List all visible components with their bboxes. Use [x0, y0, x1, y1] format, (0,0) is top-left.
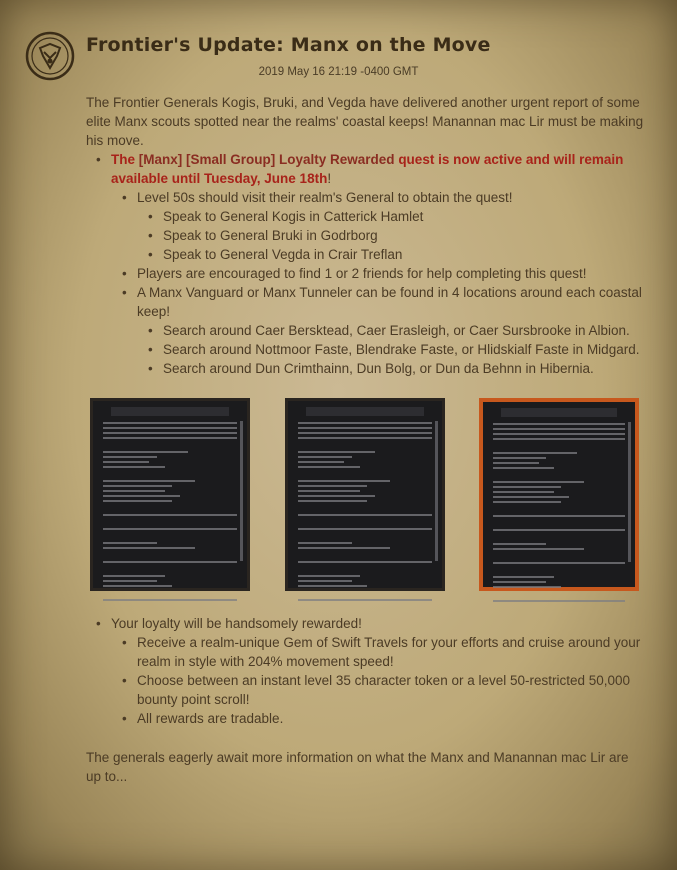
rewards-section: [86, 614, 646, 728]
intro-paragraph: The Frontier Generals Kogis, Bruki, and Vegda have delivered another urgent report of some elite Manx scouts spotted near the realms' coastal keeps! Manannan mac Lir must be making his move.: [86, 95, 644, 148]
list-item: • Your loyalty will be handsomely rewarded! • Receive a realm-unique Gem of Swift Travels for your efforts and cruise around your realm in style with 204% movement speed! • Choose between an instant level 35 character token or a level 50-restricted 50,000 bounty point scroll! • All rewards are tradable.: [86, 614, 646, 728]
list-item: • Level 50s should visit their realm's General to obtain the quest! • Speak to General Kogis in Catterick Hamlet • Speak to General Bruki in Godrborg • Speak to General Vegda in Crair Treflan: [111, 188, 646, 264]
list-item: • All rewards are tradable.: [122, 711, 284, 726]
list-item: • Speak to General Bruki in Godrborg: [148, 228, 378, 243]
list-item: • Search around Caer Bersktead, Caer Erasleigh, or Caer Sursbrooke in Albion.: [148, 323, 630, 338]
list-item: • Receive a realm-unique Gem of Swift Travels for your efforts and cruise around your realm in style with 204% movement speed!: [122, 635, 641, 669]
list-item: • A Manx Vanguard or Manx Tunneler can be found in 4 locations around each coastal keep! • Search around Caer Bersktead, Caer Erasleigh, or Caer Sursbrooke in Albion. • Search around Nottmoor Faste, Blendrake Faste, or Hlidskialf Faste in Midgard. • Search around Dun Crimthainn, Dun Bolg, or Dun da Behnn in Hibernia.: [111, 283, 646, 378]
list-item: • Search around Nottmoor Faste, Blendrake Faste, or Hlidskialf Faste in Midgard.: [148, 342, 640, 357]
list-item: • Players are encouraged to find 1 or 2 friends for help completing this quest!: [122, 266, 587, 281]
post-date: 2019 May 16 21:19 -0400 GMT: [258, 66, 419, 78]
quest-list: [86, 150, 646, 378]
list-item: • The [Manx] [Small Group] Loyalty Rewarded quest is now active and will remain available until Tuesday, June 18th! • Level 50s should visit their realm's General to obtain the quest! • Speak to General Kogis in Catterick Hamlet • Speak to General Bruki in Godrborg • Speak to General Vegda in Crair Treflan • Players are encouraged to find 1 or 2 friends for help completing this quest! • A Manx Vanguard or Manx Tunneler can be found in 4 locations around each coastal keep! • Search around Caer Bersktead, Caer Erasleigh, or Caer Sursbrooke in Albion. • Search around Nottmoor Faste, Blendrake Faste, or Hlidskialf Faste in Midgard. • Search around Dun Crimthainn, Dun Bolg, or Dun da Behnn in Hibernia.: [86, 150, 646, 378]
gem-midgard-screenshot[interactable]: [285, 398, 445, 591]
list-item: • Search around Dun Crimthainn, Dun Bolg, or Dun da Behnn in Hibernia.: [148, 361, 594, 376]
screenshot-gallery: [90, 398, 640, 593]
page-title: Frontier's Update: Manx on the Move: [86, 34, 491, 56]
article-body: [86, 93, 646, 378]
gem-hibernia-screenshot[interactable]: [479, 398, 639, 591]
list-item: • Choose between an instant level 35 character token or a level 50-restricted 50,000 bounty point scroll!: [122, 673, 631, 707]
gem-albion-screenshot[interactable]: [90, 398, 250, 591]
list-item: • Speak to General Vegda in Crair Treflan: [148, 247, 403, 262]
list-item: • Speak to General Kogis in Catterick Hamlet: [148, 209, 424, 224]
closing-paragraph: The generals eagerly await more information on what the Manx and Manannan mac Lir are up to...: [86, 750, 629, 784]
